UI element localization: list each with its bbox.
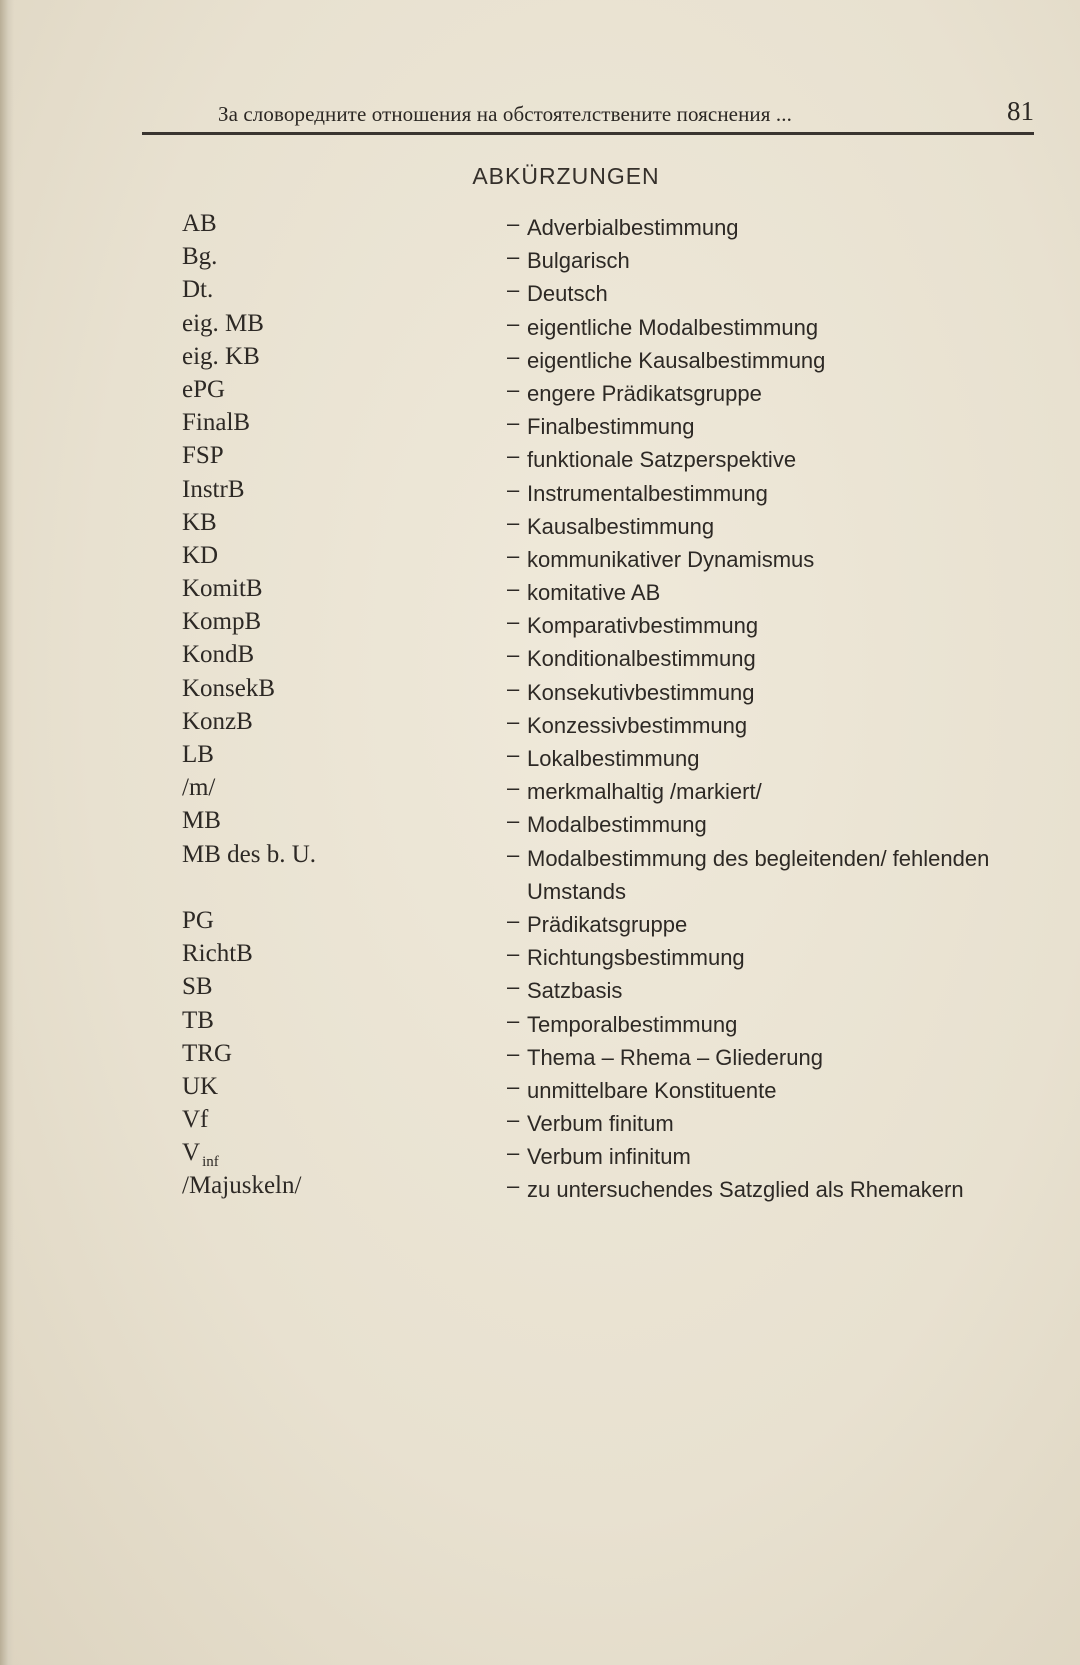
- abbreviation-expansion: Instrumentalbestimmung: [527, 480, 768, 506]
- abbreviation-row: [182, 1106, 1042, 1139]
- abbreviation-expansion: komitative AB: [527, 580, 661, 606]
- abbreviation-term: [182, 807, 221, 835]
- abbreviation-expansion: Modalbestimmung: [527, 812, 707, 838]
- abbreviation-term-text: MB des b. U.: [182, 840, 317, 868]
- abbreviation-term-text: /m/: [182, 774, 216, 802]
- dash-separator: –: [507, 941, 520, 967]
- abbreviation-subscript: inf: [202, 1154, 219, 1171]
- dash-separator: –: [507, 509, 520, 535]
- abbreviation-row: [182, 376, 1042, 409]
- abbreviation-expansion: Richtungsbestimmung: [527, 945, 745, 971]
- abbreviation-term-text: KonzB: [182, 707, 253, 735]
- abbreviation-term: [182, 509, 217, 537]
- abbreviation-expansion: merkmalhaltig /markiert/: [527, 779, 762, 805]
- abbreviation-row: [182, 807, 1042, 840]
- abbreviation-term: [182, 343, 260, 371]
- abbreviation-expansion: Kausalbestimmung: [527, 513, 715, 539]
- abbreviation-term: [182, 940, 253, 968]
- section-title: ABKÜRZUNGEN: [472, 163, 660, 189]
- abbreviation-row: [182, 841, 1042, 907]
- dash-separator: –: [507, 310, 520, 336]
- dash-separator: –: [507, 1040, 520, 1066]
- abbreviation-row: [182, 575, 1042, 608]
- abbreviation-list: [182, 210, 1042, 1239]
- abbreviation-row: [182, 1007, 1042, 1040]
- abbreviation-term-text: FSP: [182, 442, 224, 470]
- abbreviation-term: [182, 841, 316, 869]
- abbreviation-term-text: KomitB: [182, 575, 263, 603]
- abbreviation-row: [182, 1172, 1042, 1238]
- dash-separator: –: [507, 775, 520, 801]
- abbreviation-expansion: Finalbestimmung: [527, 414, 695, 440]
- page-header: [142, 96, 1034, 136]
- abbreviation-term-text: KompB: [182, 608, 262, 636]
- abbreviation-term-text: AB: [182, 210, 217, 237]
- abbreviation-expansion: Modalbestimmung des begleitenden/ fehlenden Umstands: [527, 845, 990, 904]
- dash-separator: –: [507, 443, 520, 469]
- abbreviation-term-text: eig. MB: [182, 309, 264, 337]
- abbreviation-expansion: Bulgarisch: [527, 248, 630, 274]
- abbreviation-term: [182, 1073, 218, 1101]
- abbreviation-term-text: LB: [182, 741, 214, 768]
- abbreviation-term: [182, 276, 213, 304]
- abbreviation-term: [182, 409, 250, 437]
- abbreviation-expansion: Konditionalbestimmung: [527, 646, 756, 672]
- abbreviation-row: [182, 1073, 1042, 1106]
- abbreviation-row: [182, 409, 1042, 442]
- abbreviation-term: [182, 907, 214, 935]
- abbreviation-term-text: RichtB: [182, 940, 253, 968]
- abbreviation-row: [182, 973, 1042, 1006]
- abbreviation-expansion: Prädikatsgruppe: [527, 911, 688, 937]
- abbreviation-row: [182, 343, 1042, 376]
- abbreviation-row: [182, 442, 1042, 475]
- dash-separator: –: [507, 1007, 520, 1033]
- dash-separator: –: [507, 277, 520, 303]
- abbreviation-term-text: TB: [182, 1006, 214, 1034]
- dash-separator: –: [507, 376, 520, 402]
- abbreviation-expansion: Deutsch: [527, 281, 608, 307]
- dash-separator: –: [507, 1107, 520, 1133]
- abbreviation-term-text: KondB: [182, 641, 255, 669]
- abbreviation-term: [182, 973, 213, 1001]
- abbreviation-row: [182, 1139, 1042, 1172]
- abbreviation-row: [182, 542, 1042, 575]
- abbreviation-term: [182, 641, 254, 669]
- abbreviation-expansion: eigentliche Modalbestimmung: [527, 314, 819, 340]
- abbreviation-expansion: engere Prädikatsgruppe: [527, 380, 762, 406]
- abbreviation-term: [182, 1139, 219, 1171]
- abbreviation-term-text: Bg.: [182, 243, 218, 271]
- abbreviation-term: [182, 542, 218, 570]
- abbreviation-row: [182, 907, 1042, 940]
- abbreviation-row: [182, 608, 1042, 641]
- abbreviation-term-text: ePG: [182, 375, 226, 403]
- abbreviation-row: [182, 509, 1042, 542]
- abbreviation-expansion: Konsekutivbestimmung: [527, 679, 755, 705]
- abbreviation-term: [182, 741, 214, 769]
- abbreviation-expansion: Verbum finitum: [527, 1111, 674, 1137]
- abbreviation-expansion: Lokalbestimmung: [527, 746, 700, 771]
- abbreviation-expansion: Verbum infinitum: [527, 1144, 691, 1170]
- abbreviation-term: [182, 708, 253, 736]
- abbreviation-term: [182, 774, 215, 802]
- abbreviation-row: [182, 940, 1042, 973]
- abbreviation-term: [182, 210, 217, 238]
- dash-separator: –: [507, 708, 520, 734]
- abbreviation-term-text: MB: [182, 807, 221, 835]
- abbreviation-expansion: Temporalbestimmung: [527, 1011, 738, 1037]
- abbreviation-expansion: Konzessivbestimmung: [527, 712, 748, 738]
- abbreviation-expansion: funktionale Satzperspektive: [527, 447, 797, 473]
- dash-separator: –: [507, 1140, 520, 1166]
- dash-separator: –: [507, 1173, 520, 1199]
- abbreviation-row: [182, 310, 1042, 343]
- abbreviation-term: [182, 1040, 232, 1068]
- page-number: 81: [1007, 96, 1034, 126]
- abbreviation-row: [182, 774, 1042, 807]
- dash-separator: –: [507, 476, 520, 502]
- abbreviation-term-text: Vf: [182, 1106, 209, 1134]
- abbreviation-term: [182, 310, 264, 338]
- abbreviation-term: [182, 376, 225, 404]
- dash-separator: –: [507, 675, 520, 701]
- abbreviation-expansion: unmittelbare Konstituente: [527, 1077, 777, 1103]
- abbreviation-row: [182, 476, 1042, 509]
- dash-separator: –: [507, 542, 520, 568]
- abbreviation-term: [182, 476, 245, 504]
- dash-separator: –: [507, 841, 520, 867]
- abbreviation-expansion: Satzbasis: [527, 978, 623, 1004]
- abbreviation-term: [182, 575, 263, 603]
- abbreviation-term-text: KD: [182, 541, 219, 569]
- abbreviation-term-text: Dt.: [182, 276, 214, 304]
- abbreviation-row: [182, 708, 1042, 741]
- abbreviation-row: [182, 276, 1042, 309]
- abbreviation-expansion: Adverbialbestimmung: [527, 215, 739, 240]
- dash-separator: –: [507, 244, 520, 270]
- abbreviation-term: [182, 1007, 214, 1035]
- abbreviation-row: [182, 243, 1042, 276]
- dash-separator: –: [507, 410, 520, 436]
- header-rule: [142, 132, 1034, 135]
- abbreviation-term: [182, 1106, 208, 1134]
- dash-separator: –: [507, 742, 520, 767]
- abbreviation-row: [182, 675, 1042, 708]
- abbreviation-expansion: Komparativbestimmung: [527, 613, 759, 639]
- abbreviation-term: [182, 243, 217, 271]
- abbreviation-term: [182, 1172, 301, 1200]
- abbreviation-expansion: zu untersuchendes Satzglied als Rhemakern: [527, 1177, 964, 1203]
- abbreviation-row: [182, 1040, 1042, 1073]
- abbreviation-term-text: V: [182, 1139, 201, 1167]
- dash-separator: –: [507, 907, 520, 933]
- abbreviation-term-text: eig. KB: [182, 342, 260, 370]
- abbreviation-row: [182, 210, 1042, 243]
- abbreviation-row: [182, 641, 1042, 674]
- dash-separator: –: [507, 808, 520, 834]
- dash-separator: –: [507, 343, 520, 369]
- abbreviation-term-text: /Majuskeln/: [182, 1172, 302, 1200]
- running-title: За словоредните отношения на обстоятелствените пояснения ...: [218, 102, 792, 126]
- abbreviation-expansion: Thema – Rhema – Gliederung: [527, 1044, 823, 1070]
- abbreviation-term-text: UK: [182, 1072, 219, 1100]
- dash-separator: –: [507, 642, 520, 668]
- abbreviation-expansion: kommunikativer Dynamismus: [527, 546, 815, 572]
- book-spine-shadow: [0, 0, 14, 1665]
- abbreviation-term-text: FinalB: [182, 409, 251, 437]
- abbreviation-row: [182, 741, 1042, 774]
- dash-separator: –: [507, 1073, 520, 1099]
- dash-separator: –: [507, 609, 520, 635]
- abbreviation-term-text: KonsekB: [182, 674, 276, 702]
- dash-separator: –: [507, 576, 520, 602]
- abbreviation-term: [182, 675, 275, 703]
- abbreviation-term-text: TRG: [182, 1039, 232, 1067]
- abbreviation-expansion: eigentliche Kausalbestimmung: [527, 347, 826, 373]
- abbreviation-term: [182, 608, 261, 636]
- dash-separator: –: [507, 211, 520, 236]
- abbreviation-term-text: PG: [182, 906, 214, 934]
- abbreviation-term-text: KB: [182, 508, 217, 536]
- abbreviation-term-text: SB: [182, 973, 213, 1001]
- dash-separator: –: [507, 974, 520, 1000]
- abbreviation-term-text: InstrB: [182, 475, 245, 503]
- abbreviation-term: [182, 442, 224, 470]
